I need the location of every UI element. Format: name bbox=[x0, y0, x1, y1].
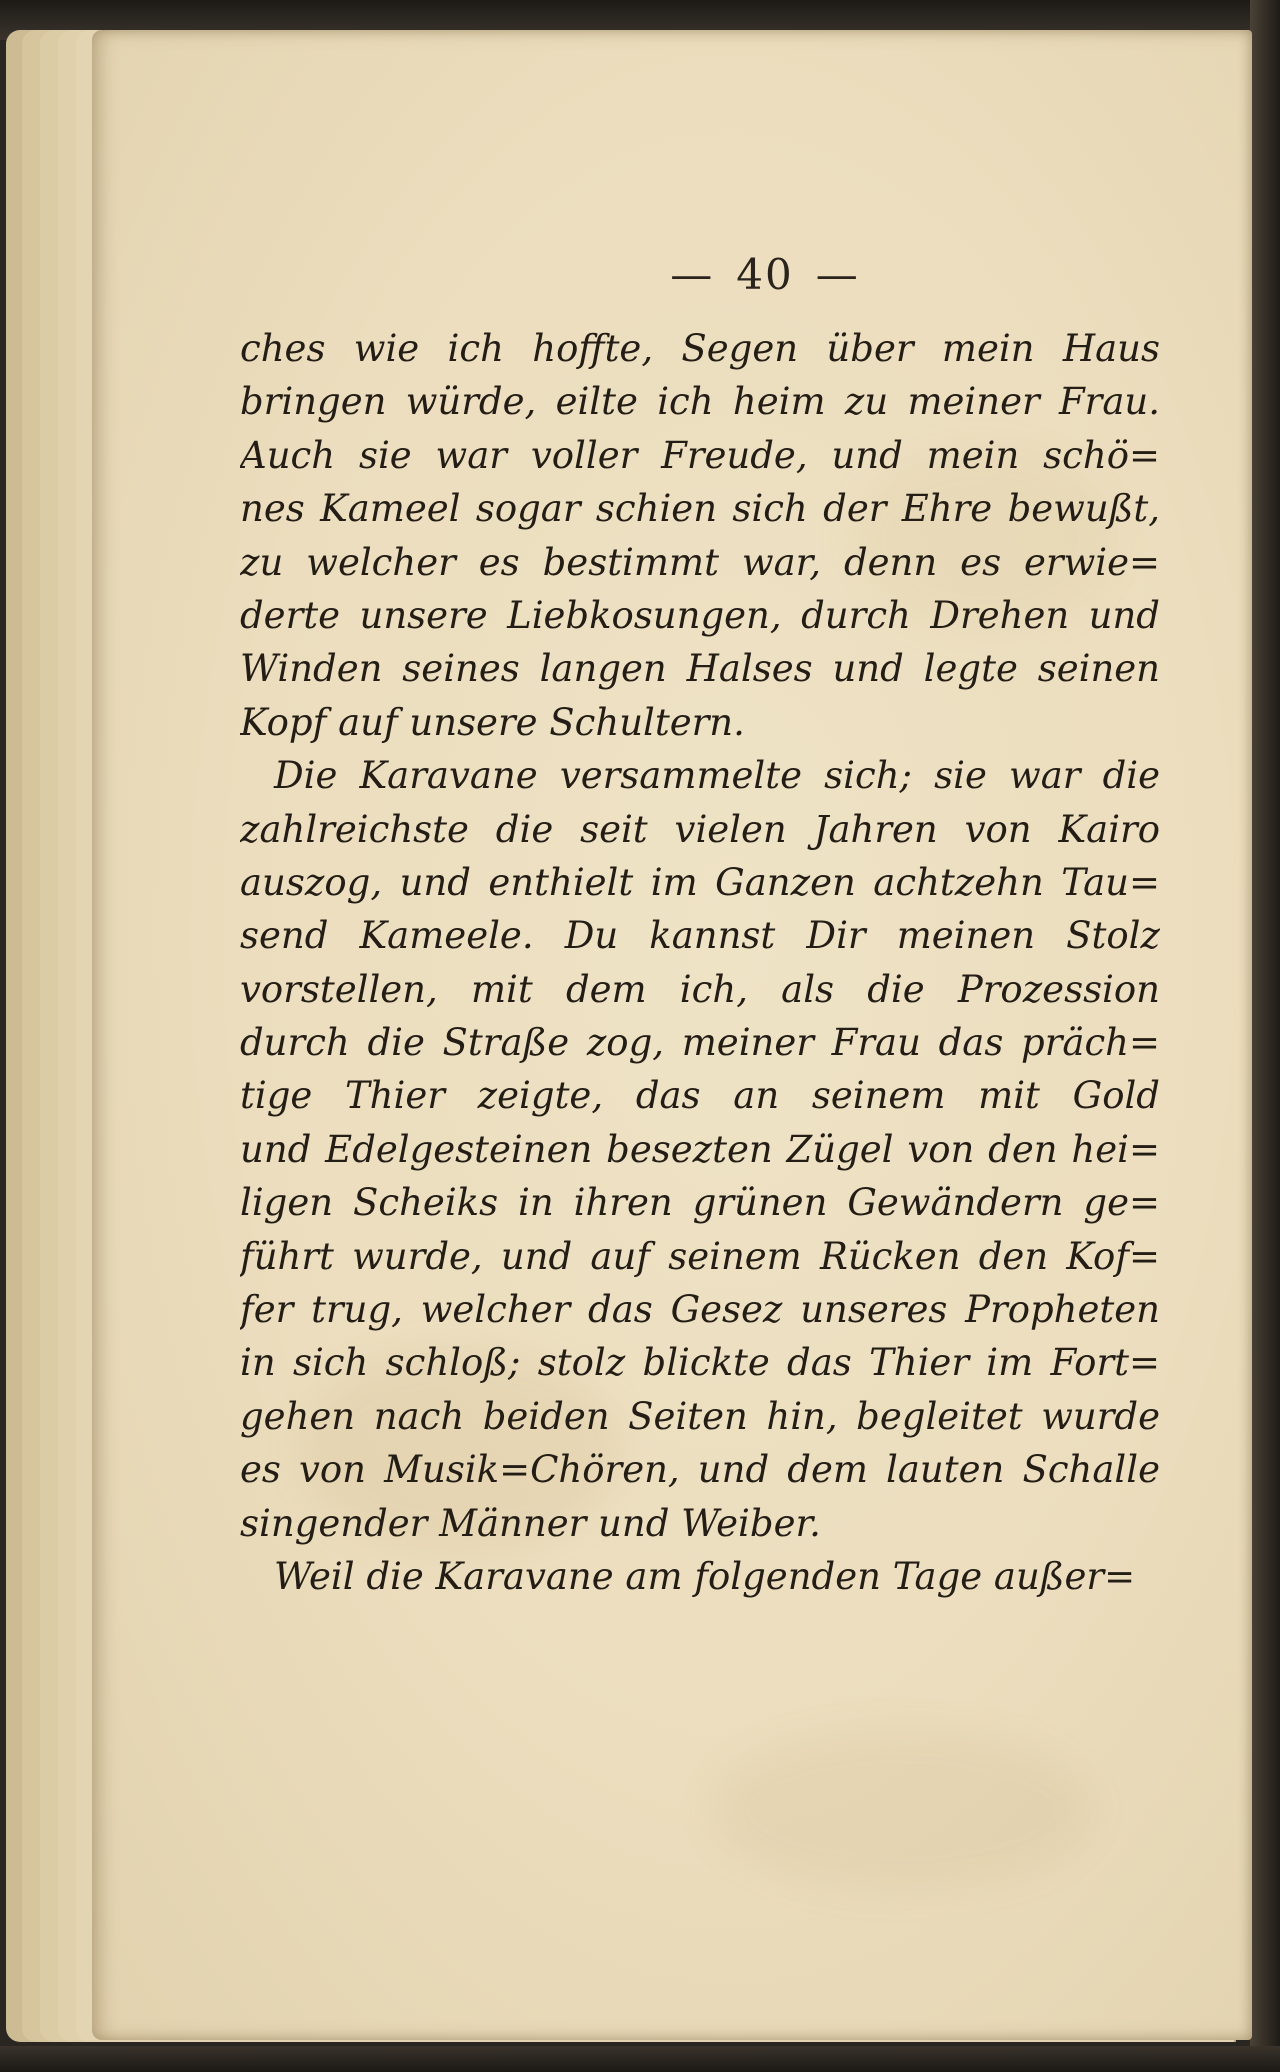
paper-stain bbox=[712, 1730, 1092, 1890]
text-line: zu welcher es bestimmt war, denn es erwie= bbox=[240, 540, 1160, 584]
book-cover-bottom-edge bbox=[0, 2046, 1280, 2072]
text-line: bringen würde, eilte ich heim zu meiner Frau. bbox=[240, 380, 1160, 424]
text-line: es von Musik=Chören, und dem lauten Schalle bbox=[240, 1448, 1160, 1492]
text-line: Weil die Karavane am folgenden Tage außer= bbox=[274, 1554, 1136, 1598]
text-line: Die Karavane versammelte sich; sie war die bbox=[274, 754, 1160, 798]
text-line: Auch sie war voller Freude, und mein schö= bbox=[240, 433, 1160, 477]
page-number-dash-right: — bbox=[815, 250, 860, 299]
text-line: Winden seines langen Halses und legte seinen bbox=[240, 647, 1160, 691]
body-text bbox=[240, 322, 1160, 1603]
text-line: nes Kameel sogar schien sich der Ehre bewußt, bbox=[240, 487, 1160, 531]
paragraph bbox=[240, 1550, 1160, 1603]
paragraph bbox=[240, 322, 1160, 749]
page-number-dash-left: — bbox=[670, 250, 715, 299]
page-number-value: 40 bbox=[736, 250, 794, 299]
text-line: ches wie ich hoffte, Segen über mein Haus bbox=[240, 327, 1160, 370]
text-line: auszog, und enthielt im Ganzen achtzehn Tau= bbox=[240, 860, 1160, 904]
text-line: singender Männer und Weiber. bbox=[240, 1501, 821, 1545]
text-line: send Kameele. Du kannst Dir meinen Stolz bbox=[240, 914, 1160, 958]
paragraph bbox=[240, 749, 1160, 1550]
text-line: führt wurde, und auf seinem Rücken den Kof= bbox=[240, 1234, 1160, 1278]
page-number bbox=[0, 250, 1280, 299]
text-line: derte unsere Liebkosungen, durch Drehen und bbox=[240, 593, 1160, 637]
text-line: zahlreichste die seit vielen Jahren von Kairo bbox=[240, 807, 1160, 851]
text-line: tige Thier zeigte, das an seinem mit Gold bbox=[240, 1074, 1160, 1118]
text-line: und Edelgesteinen besezten Zügel von den hei= bbox=[240, 1127, 1160, 1171]
text-line: ligen Scheiks in ihren grünen Gewändern ge= bbox=[240, 1181, 1160, 1225]
text-line: in sich schloß; stolz blickte das Thier im Fort= bbox=[240, 1341, 1160, 1385]
book-cover-right-edge bbox=[1250, 0, 1280, 2072]
text-line: durch die Straße zog, meiner Frau das präch= bbox=[240, 1021, 1160, 1065]
text-line: fer trug, welcher das Gesez unseres Propheten bbox=[240, 1288, 1160, 1332]
text-line: vorstellen, mit dem ich, als die Prozession bbox=[240, 967, 1160, 1011]
text-line: gehen nach beiden Seiten hin, begleitet wurde bbox=[240, 1394, 1160, 1438]
text-line: Kopf auf unsere Schultern. bbox=[240, 700, 745, 744]
